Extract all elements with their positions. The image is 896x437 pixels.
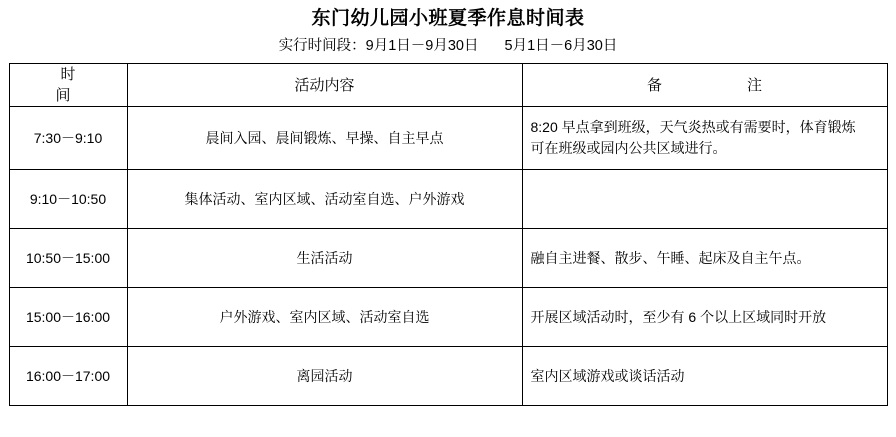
- cell-remark: [522, 107, 887, 170]
- column-header-remark: [522, 64, 887, 107]
- cell-remark: [522, 347, 887, 406]
- page-title: 东门幼儿园小班夏季作息时间表: [311, 8, 585, 29]
- table-row: [9, 347, 887, 406]
- cell-time: 16:00－17:00: [9, 347, 127, 406]
- cell-content: 离园活动: [127, 347, 522, 406]
- cell-content: 户外游戏、室内区域、活动室自选: [127, 288, 522, 347]
- table-row: [9, 229, 887, 288]
- cell-remark: [522, 288, 887, 347]
- cell-remark-line-1: 8:20 早点拿到班级，天气炎热或有需要时，体育锻炼: [530, 119, 856, 135]
- document-page: [0, 6, 896, 437]
- table-row: [9, 170, 887, 229]
- table-row: [9, 288, 887, 347]
- cell-content: 生活活动: [127, 229, 522, 288]
- subtitle-period-primary: 实行时间段：9月1日－9月30日: [278, 38, 479, 54]
- document-subtitle: [0, 36, 896, 56]
- cell-content: 集体活动、室内区域、活动室自选、户外游戏: [127, 170, 522, 229]
- cell-remark: [522, 170, 887, 229]
- cell-remark-line-1: 开展区域活动时，至少有 6 个以上区域同时开放: [530, 308, 827, 325]
- cell-remark-line-1: 融自主进餐、散步、午睡、起床及自主午点。: [530, 249, 811, 266]
- cell-content: 晨间入园、晨间锻炼、早操、自主早点: [127, 107, 522, 170]
- table-header-row: [9, 64, 887, 107]
- cell-remark-line-2: 可在班级或园内公共区域进行。: [530, 140, 727, 156]
- column-header-time-label: 时 间: [55, 66, 136, 104]
- cell-remark: [522, 229, 887, 288]
- column-header-time: [9, 64, 136, 107]
- table-row: [9, 107, 887, 170]
- column-header-content: [127, 64, 522, 107]
- cell-time: 7:30－9:10: [9, 107, 127, 170]
- cell-remark-line-1: 室内区域游戏或谈话活动: [530, 367, 685, 384]
- cell-time: 10:50－15:00: [9, 229, 127, 288]
- column-header-remark-label: 备 注: [646, 76, 772, 94]
- cell-time: 15:00－16:00: [9, 288, 127, 347]
- cell-time: 9:10－10:50: [9, 170, 127, 229]
- column-header-content-label: 活动内容: [294, 76, 355, 94]
- subtitle-period-secondary: 5月1日－6月30日: [504, 38, 618, 54]
- schedule-table: [9, 63, 888, 406]
